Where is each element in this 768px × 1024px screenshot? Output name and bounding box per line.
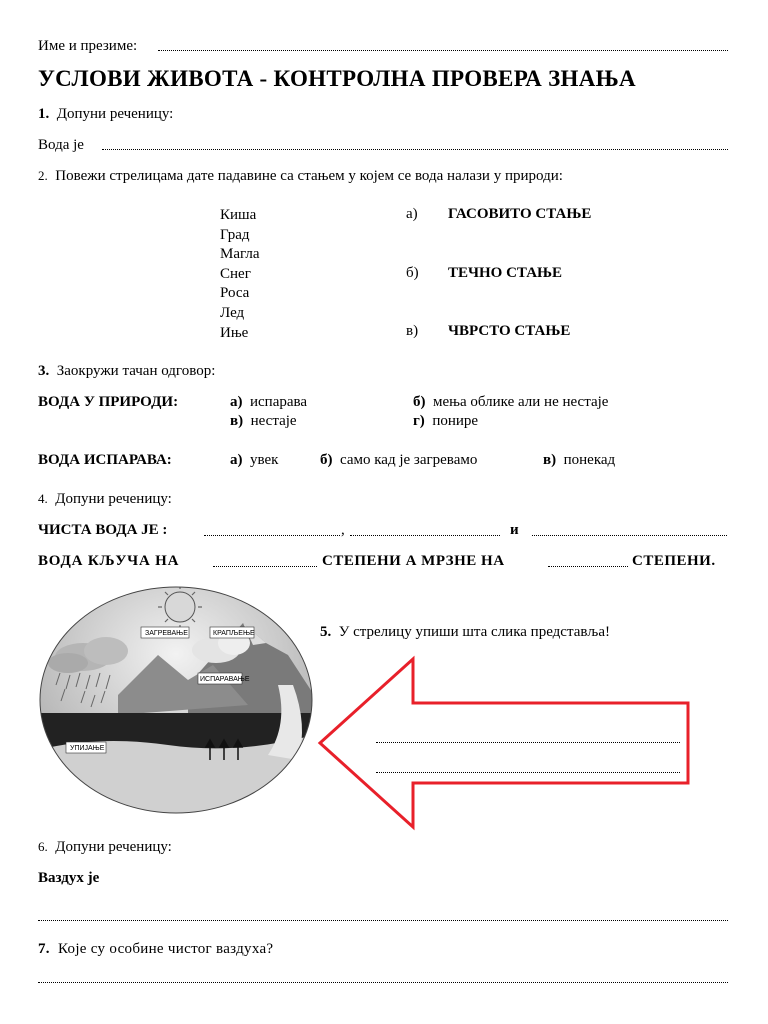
- q4-line2-label-c: СТЕПЕНИ.: [632, 553, 716, 569]
- q2-state-a[interactable]: ГАСОВИТО СТАЊЕ: [448, 206, 592, 222]
- q3-row1-option-c[interactable]: в) нестаје: [230, 413, 297, 429]
- q4-comma: ,: [341, 522, 345, 538]
- q3-row2-option-b[interactable]: б) само кад је загревамо: [320, 452, 478, 468]
- label-evaporation: ИСПАРАВАЊЕ: [200, 676, 250, 683]
- q2-item[interactable]: Иње: [220, 324, 249, 341]
- label-infiltration: УПИЈАЊЕ: [70, 745, 105, 752]
- q1-line-label: Вода је: [38, 137, 84, 153]
- q2-prompt: 2. Повежи стрелицама дате падавине са стањем у којем се вода налази у природи:: [38, 168, 563, 184]
- q4-boiling-blank[interactable]: [213, 566, 317, 567]
- q7-prompt: 7. Које су особине чистог ваздуха?: [38, 941, 274, 957]
- q2-state-a-letter: а): [406, 206, 418, 222]
- q4-line2-label-a: ВОДА КЉУЧА НА: [38, 553, 180, 569]
- q7-answer-line[interactable]: [38, 982, 728, 983]
- q3-prompt: 3. Заокружи тачан одговор:: [38, 363, 216, 379]
- q5-prompt: 5. У стрелицу упиши шта слика представља!: [320, 624, 610, 640]
- q2-state-c[interactable]: ЧВРСТО СТАЊЕ: [448, 323, 571, 339]
- q6-line-label: Ваздух је: [38, 870, 100, 886]
- q2-precipitation-list: [220, 206, 260, 343]
- name-label: Име и презиме:: [38, 38, 138, 54]
- q2-item[interactable]: Снег: [220, 265, 251, 282]
- q3-row1-label: ВОДА У ПРИРОДИ:: [38, 394, 179, 410]
- q2-item[interactable]: Магла: [220, 246, 260, 263]
- page-title: УСЛОВИ ЖИВОТА - КОНТРОЛНА ПРОВЕРА ЗНАЊА: [38, 66, 636, 91]
- q2-item[interactable]: Град: [220, 226, 250, 243]
- q3-row2-option-a[interactable]: а) увек: [230, 452, 279, 468]
- label-condensation: КРАПЉЕЊЕ: [213, 630, 255, 637]
- q5-answer-line-2[interactable]: [376, 772, 680, 773]
- q6-prompt: 6. Допуни реченицу:: [38, 839, 172, 855]
- q1-answer-line[interactable]: [102, 149, 728, 150]
- q3-row1-option-b[interactable]: б) мења облике али не нестаје: [413, 394, 609, 410]
- q2-item[interactable]: Киша: [220, 207, 257, 223]
- q3-row2-option-c[interactable]: в) понекад: [543, 452, 616, 468]
- q4-blank-3[interactable]: [532, 535, 727, 536]
- q4-blank-2[interactable]: [350, 535, 500, 536]
- q2-state-c-letter: в): [406, 323, 419, 339]
- q6-answer-line[interactable]: [38, 920, 728, 921]
- q2-state-b-letter: б): [406, 265, 419, 281]
- q3-row1-option-d[interactable]: г) понире: [413, 413, 479, 429]
- name-fill-line[interactable]: [158, 50, 728, 51]
- q2-item[interactable]: Лед: [220, 304, 245, 321]
- q2-item[interactable]: Роса: [220, 285, 250, 302]
- q5-answer-line-1[interactable]: [376, 742, 680, 743]
- q1-prompt: 1. Допуни реченицу:: [38, 106, 174, 122]
- q3-row1-option-a[interactable]: а) испарава: [230, 394, 308, 410]
- q4-line1-label: ЧИСТА ВОДА ЈЕ :: [38, 522, 168, 538]
- q4-blank-1[interactable]: [204, 535, 340, 536]
- q3-row2-label: ВОДА ИСПАРАВА:: [38, 452, 172, 468]
- q4-prompt: 4. Допуни реченицу:: [38, 491, 172, 507]
- q4-line2-label-b: СТЕПЕНИ А МРЗНЕ НА: [322, 553, 505, 569]
- q4-and: и: [510, 522, 519, 538]
- answer-arrow[interactable]: [316, 655, 696, 831]
- q2-state-b[interactable]: ТЕЧНО СТАЊЕ: [448, 265, 563, 281]
- q4-freezing-blank[interactable]: [548, 566, 628, 567]
- water-cycle-image: [38, 585, 314, 815]
- label-heating: ЗАГРЕВАЊЕ: [145, 630, 188, 637]
